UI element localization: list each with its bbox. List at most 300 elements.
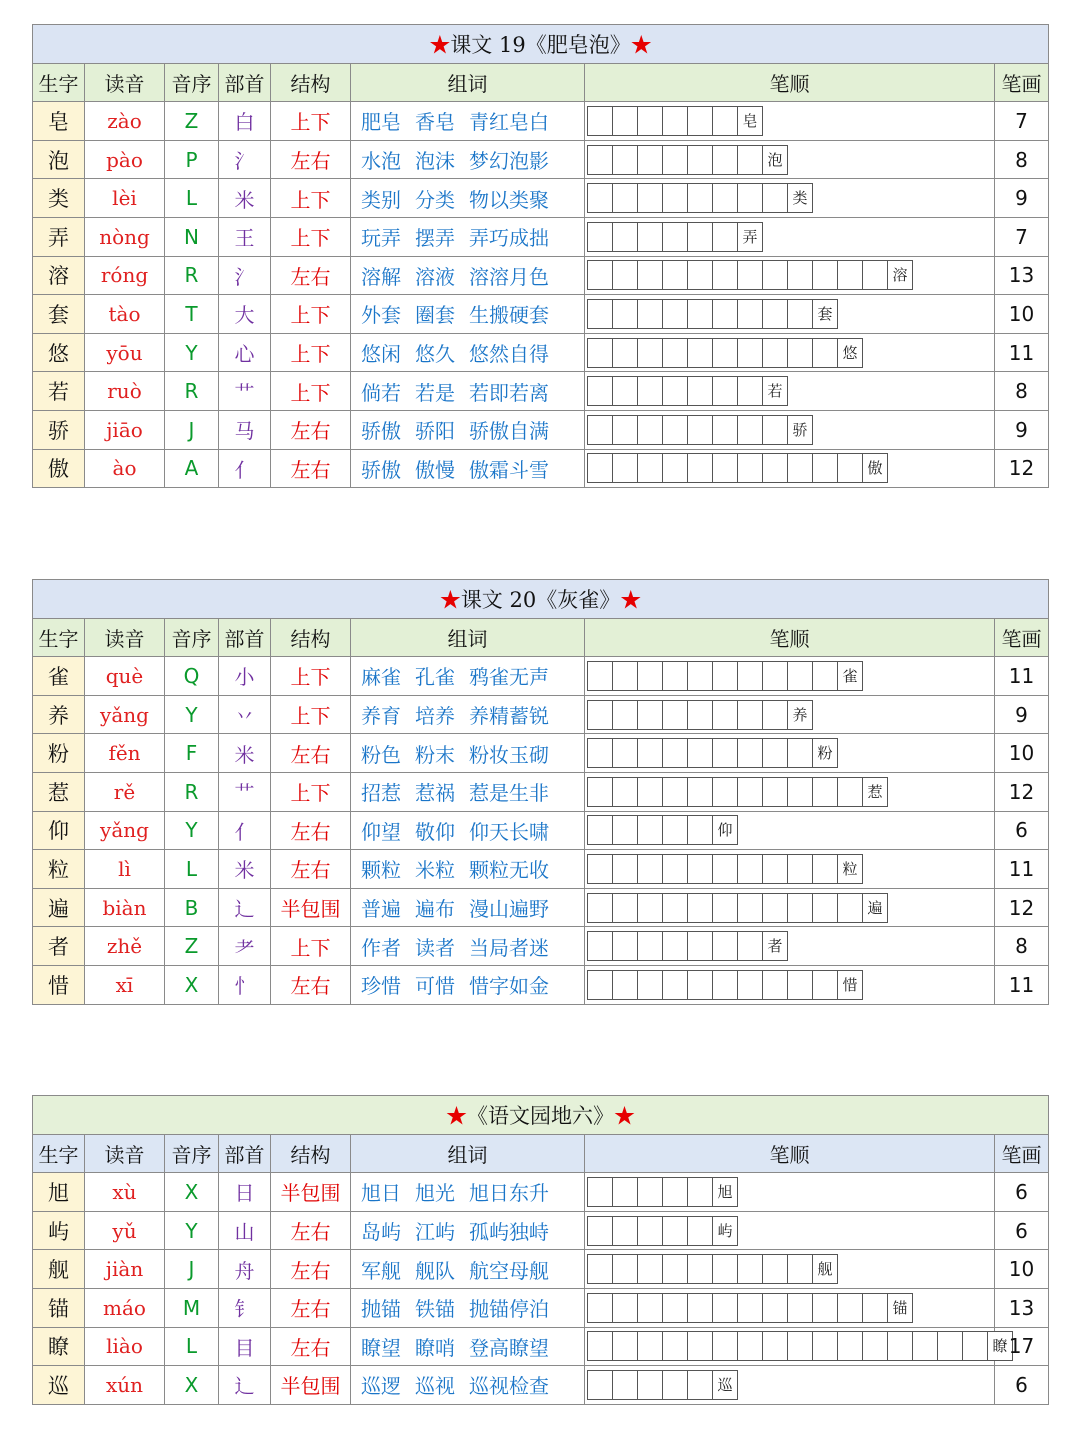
word: 仰望	[361, 819, 401, 844]
words-cell	[351, 449, 585, 488]
stroke-step-box	[762, 738, 788, 768]
table-row	[33, 295, 1049, 334]
stroke-step-box	[662, 183, 688, 213]
radical-cell: 舟	[219, 1250, 271, 1289]
stroke-step-box	[712, 260, 738, 290]
word: 骄阳	[415, 419, 455, 444]
structure-cell: 左右	[271, 1288, 351, 1327]
radical-cell: 辶	[219, 1366, 271, 1405]
pinyin-cell: máo	[85, 1288, 165, 1327]
stroke-step-box	[637, 338, 663, 368]
letter-order-cell: J	[165, 410, 219, 449]
word: 若是	[415, 380, 455, 405]
stroke-order-cell	[585, 333, 995, 372]
column-header: 读音	[85, 63, 165, 102]
pinyin-cell: jiāo	[85, 410, 165, 449]
stroke-step-box	[787, 453, 813, 483]
stroke-step-box	[787, 1293, 813, 1323]
stroke-step-box	[637, 1254, 663, 1284]
letter-order-cell: Z	[165, 927, 219, 966]
column-header: 结构	[271, 1134, 351, 1173]
column-header: 部首	[219, 1134, 271, 1173]
stroke-step-box	[587, 1331, 613, 1361]
stroke-order-cell	[585, 449, 995, 488]
word: 悠久	[415, 342, 455, 367]
stroke-step-box	[662, 700, 688, 730]
stroke-step-box	[637, 970, 663, 1000]
character-cell: 屿	[33, 1211, 85, 1250]
table-row	[33, 811, 1049, 850]
word: 当局者迷	[469, 935, 549, 960]
stroke-step-box	[837, 1293, 863, 1323]
stroke-step-box	[687, 260, 713, 290]
stroke-count-cell: 8	[995, 927, 1049, 966]
stroke-step-box	[737, 970, 763, 1000]
radical-cell: 忄	[219, 965, 271, 1004]
stroke-step-box	[587, 1216, 613, 1246]
pinyin-cell: ruò	[85, 372, 165, 411]
stroke-step-box	[787, 1254, 813, 1284]
word: 溶液	[415, 264, 455, 289]
stroke-step-box	[737, 453, 763, 483]
stroke-step-box	[737, 854, 763, 884]
stroke-count-cell: 10	[995, 734, 1049, 773]
stroke-step-box	[637, 415, 663, 445]
word: 弄巧成拙	[469, 226, 549, 251]
character-cell: 舰	[33, 1250, 85, 1289]
word: 培养	[415, 704, 455, 729]
word: 珍惜	[361, 974, 401, 999]
word: 傲慢	[415, 457, 455, 482]
letter-order-cell: L	[165, 1327, 219, 1366]
word: 物以类聚	[469, 187, 549, 212]
stroke-order-cell	[585, 1327, 1008, 1366]
column-header: 笔画	[995, 63, 1049, 102]
word: 溶溶月色	[469, 264, 549, 289]
stroke-step-box	[637, 931, 663, 961]
character-cell: 养	[33, 695, 85, 734]
stroke-step-box	[787, 777, 813, 807]
words-cell	[351, 295, 585, 334]
stroke-step-box: 惜	[837, 970, 863, 1000]
pinyin-cell: pào	[85, 140, 165, 179]
stroke-order-cell	[585, 657, 995, 696]
stroke-step-box	[687, 1370, 713, 1400]
table-row	[33, 140, 1049, 179]
radical-cell: 小	[219, 657, 271, 696]
column-header: 组词	[351, 618, 585, 657]
stroke-step-box	[662, 415, 688, 445]
stroke-step-box	[762, 700, 788, 730]
words-cell	[351, 410, 585, 449]
stroke-order-cell	[585, 850, 995, 889]
stroke-step-box	[737, 1254, 763, 1284]
stroke-step-box	[762, 338, 788, 368]
character-cell: 粒	[33, 850, 85, 889]
letter-order-cell: Y	[165, 811, 219, 850]
character-cell: 泡	[33, 140, 85, 179]
stroke-step-box	[612, 777, 638, 807]
stroke-step-box	[612, 738, 638, 768]
word: 惜字如金	[469, 974, 549, 999]
stroke-step-box: 锚	[887, 1293, 913, 1323]
word: 圈套	[415, 303, 455, 328]
stroke-order-cell	[585, 1366, 995, 1405]
words-cell	[351, 657, 585, 696]
stroke-step-box	[612, 1293, 638, 1323]
stroke-step-box: 若	[762, 376, 788, 406]
stroke-step-box	[812, 893, 838, 923]
stroke-step-box	[637, 260, 663, 290]
stroke-step-box	[762, 260, 788, 290]
stroke-step-box	[662, 815, 688, 845]
radical-cell: 米	[219, 850, 271, 889]
stroke-count-cell: 11	[995, 333, 1049, 372]
stroke-step-box	[812, 260, 838, 290]
stroke-step-box	[712, 970, 738, 1000]
stroke-step-box	[637, 1331, 663, 1361]
table-row	[33, 772, 1049, 811]
stroke-step-box	[612, 145, 638, 175]
stroke-step-box	[637, 1177, 663, 1207]
word: 外套	[361, 303, 401, 328]
stroke-step-box	[712, 661, 738, 691]
table-row	[33, 888, 1049, 927]
words-cell	[351, 140, 585, 179]
stroke-step-box	[812, 1331, 838, 1361]
stroke-step-box	[662, 777, 688, 807]
words-cell	[351, 811, 585, 850]
pinyin-cell: liào	[85, 1327, 165, 1366]
stroke-step-box	[637, 815, 663, 845]
word: 泡沫	[415, 149, 455, 174]
letter-order-cell: X	[165, 1173, 219, 1212]
stroke-step-box: 舰	[812, 1254, 838, 1284]
stroke-count-cell: 11	[995, 657, 1049, 696]
stroke-step-box	[612, 1370, 638, 1400]
radical-cell: 亻	[219, 811, 271, 850]
stroke-step-box	[662, 1331, 688, 1361]
stroke-step-box	[637, 376, 663, 406]
stroke-count-cell: 9	[995, 695, 1049, 734]
word: 遍布	[415, 897, 455, 922]
column-header: 读音	[85, 1134, 165, 1173]
stroke-step-box	[937, 1331, 963, 1361]
stroke-step-box	[762, 854, 788, 884]
stroke-step-box	[612, 415, 638, 445]
structure-cell: 上下	[271, 333, 351, 372]
word: 类别	[361, 187, 401, 212]
word: 瞭哨	[415, 1335, 455, 1360]
word: 水泡	[361, 149, 401, 174]
stroke-step-box	[812, 453, 838, 483]
character-cell: 悠	[33, 333, 85, 372]
stroke-order-cell	[585, 256, 995, 295]
stroke-step-box	[587, 1370, 613, 1400]
pinyin-cell: lì	[85, 850, 165, 889]
structure-cell: 左右	[271, 1211, 351, 1250]
radical-cell: 艹	[219, 772, 271, 811]
letter-order-cell: R	[165, 372, 219, 411]
stroke-step-box	[737, 1331, 763, 1361]
word: 惹祸	[415, 781, 455, 806]
stroke-count-cell: 17	[995, 1327, 1049, 1366]
word: 瞭望	[361, 1335, 401, 1360]
stroke-count-cell: 6	[995, 1173, 1049, 1212]
stroke-step-box	[712, 854, 738, 884]
stroke-step-box	[712, 700, 738, 730]
stroke-step-box: 粉	[812, 738, 838, 768]
word: 米粒	[415, 858, 455, 883]
stroke-step-box	[637, 106, 663, 136]
column-header: 部首	[219, 63, 271, 102]
radical-cell: 钅	[219, 1288, 271, 1327]
letter-order-cell: A	[165, 449, 219, 488]
table-row	[33, 179, 1049, 218]
structure-cell: 左右	[271, 256, 351, 295]
stroke-step-box	[712, 145, 738, 175]
stroke-step-box	[687, 1331, 713, 1361]
structure-cell: 左右	[271, 1250, 351, 1289]
stroke-step-box	[612, 376, 638, 406]
letter-order-cell: L	[165, 850, 219, 889]
stroke-step-box	[762, 183, 788, 213]
pinyin-cell: ào	[85, 449, 165, 488]
structure-cell: 左右	[271, 140, 351, 179]
radical-cell: 亻	[219, 449, 271, 488]
letter-order-cell: Y	[165, 1211, 219, 1250]
stroke-step-box	[612, 854, 638, 884]
pinyin-cell: nòng	[85, 217, 165, 256]
letter-order-cell: M	[165, 1288, 219, 1327]
stroke-step-box	[587, 738, 613, 768]
stroke-step-box	[837, 1331, 863, 1361]
stroke-step-box	[637, 738, 663, 768]
character-cell: 惜	[33, 965, 85, 1004]
stroke-step-box: 瞭	[987, 1331, 1013, 1361]
stroke-step-box	[887, 1331, 913, 1361]
stroke-step-box: 类	[787, 183, 813, 213]
stroke-count-cell: 12	[995, 449, 1049, 488]
pinyin-cell: lèi	[85, 179, 165, 218]
stroke-step-box	[737, 738, 763, 768]
stroke-step-box: 弄	[737, 222, 763, 252]
word: 颗粒无收	[469, 858, 549, 883]
stroke-step-box	[712, 338, 738, 368]
words-cell	[351, 372, 585, 411]
column-header: 音序	[165, 63, 219, 102]
word: 巡视检查	[469, 1374, 549, 1399]
word: 麻雀	[361, 665, 401, 690]
stroke-step-box	[637, 1216, 663, 1246]
letter-order-cell: X	[165, 965, 219, 1004]
stroke-step-box	[737, 893, 763, 923]
letter-order-cell: R	[165, 256, 219, 295]
words-cell	[351, 850, 585, 889]
character-cell: 巡	[33, 1366, 85, 1405]
column-header: 生字	[33, 63, 85, 102]
stroke-step-box	[612, 183, 638, 213]
stroke-step-box	[737, 700, 763, 730]
column-header: 组词	[351, 1134, 585, 1173]
letter-order-cell: Z	[165, 102, 219, 141]
stroke-step-box	[687, 222, 713, 252]
stroke-step-box	[587, 854, 613, 884]
stroke-step-box	[762, 1254, 788, 1284]
star-icon: ★	[439, 587, 461, 612]
stroke-step-box	[787, 854, 813, 884]
stroke-step-box	[587, 700, 613, 730]
stroke-order-cell	[585, 695, 995, 734]
table-row	[33, 850, 1049, 889]
stroke-step-box	[762, 299, 788, 329]
stroke-step-box	[712, 777, 738, 807]
structure-cell: 半包围	[271, 888, 351, 927]
character-cell: 类	[33, 179, 85, 218]
stroke-step-box	[662, 738, 688, 768]
pinyin-cell: xún	[85, 1366, 165, 1405]
table-row	[33, 965, 1049, 1004]
stroke-step-box	[687, 1177, 713, 1207]
stroke-step-box	[687, 1254, 713, 1284]
table-title	[33, 25, 1049, 64]
structure-cell: 左右	[271, 410, 351, 449]
stroke-step-box: 惹	[862, 777, 888, 807]
stroke-step-box	[587, 777, 613, 807]
structure-cell: 上下	[271, 657, 351, 696]
letter-order-cell: R	[165, 772, 219, 811]
stroke-step-box	[737, 299, 763, 329]
radical-cell: 大	[219, 295, 271, 334]
stroke-step-box	[787, 260, 813, 290]
stroke-count-cell: 7	[995, 102, 1049, 141]
words-cell	[351, 1327, 585, 1366]
stroke-step-box	[662, 893, 688, 923]
stroke-count-cell: 6	[995, 1211, 1049, 1250]
column-header: 读音	[85, 618, 165, 657]
word: 普遍	[361, 897, 401, 922]
stroke-step-box	[612, 338, 638, 368]
stroke-order-cell	[585, 772, 995, 811]
table-row	[33, 1288, 1049, 1327]
stroke-step-box	[712, 1331, 738, 1361]
table-row	[33, 256, 1049, 295]
radical-cell: 辶	[219, 888, 271, 927]
stroke-step-box	[712, 222, 738, 252]
word: 漫山遍野	[469, 897, 549, 922]
word: 骄傲自满	[469, 419, 549, 444]
stroke-step-box	[787, 299, 813, 329]
radical-cell: 山	[219, 1211, 271, 1250]
stroke-step-box	[612, 1254, 638, 1284]
words-cell	[351, 102, 585, 141]
stroke-step-box	[712, 183, 738, 213]
lesson-table	[32, 24, 1049, 488]
letter-order-cell: P	[165, 140, 219, 179]
stroke-step-box	[662, 376, 688, 406]
stroke-step-box	[612, 700, 638, 730]
stroke-step-box: 傲	[862, 453, 888, 483]
word: 粉末	[415, 742, 455, 767]
pinyin-cell: yǎng	[85, 811, 165, 850]
stroke-step-box	[862, 260, 888, 290]
stroke-step-box	[712, 376, 738, 406]
column-header: 笔顺	[585, 618, 995, 657]
character-cell: 锚	[33, 1288, 85, 1327]
stroke-step-box	[762, 415, 788, 445]
stroke-step-box	[687, 299, 713, 329]
character-cell: 弄	[33, 217, 85, 256]
words-cell	[351, 179, 585, 218]
word: 梦幻泡影	[469, 149, 549, 174]
stroke-step-box	[787, 661, 813, 691]
stroke-step-box	[662, 222, 688, 252]
word: 抛锚停泊	[469, 1297, 549, 1322]
letter-order-cell: L	[165, 179, 219, 218]
stroke-order-cell	[585, 965, 995, 1004]
stroke-step-box	[862, 1331, 888, 1361]
title-text: 课文 19《肥皂泡》	[450, 32, 631, 57]
words-cell	[351, 1173, 585, 1212]
stroke-step-box: 巡	[712, 1370, 738, 1400]
word: 读者	[415, 935, 455, 960]
radical-cell: 艹	[219, 372, 271, 411]
table-row	[33, 372, 1049, 411]
stroke-count-cell: 13	[995, 256, 1049, 295]
title-text: 课文 20《灰雀》	[460, 587, 621, 612]
stroke-step-box: 溶	[887, 260, 913, 290]
stroke-step-box	[737, 1293, 763, 1323]
stroke-step-box	[587, 376, 613, 406]
words-cell	[351, 1250, 585, 1289]
stroke-step-box	[612, 1216, 638, 1246]
stroke-step-box	[612, 893, 638, 923]
table-title	[33, 580, 1049, 619]
stroke-step-box	[687, 376, 713, 406]
stroke-step-box	[612, 453, 638, 483]
stroke-step-box	[687, 893, 713, 923]
stroke-step-box	[612, 1177, 638, 1207]
radical-cell: 日	[219, 1173, 271, 1212]
table-row	[33, 449, 1049, 488]
stroke-step-box: 套	[812, 299, 838, 329]
lesson-table	[32, 579, 1049, 1005]
stroke-step-box	[662, 260, 688, 290]
stroke-order-cell	[585, 1288, 995, 1327]
pinyin-cell: xī	[85, 965, 165, 1004]
star-icon: ★	[614, 1103, 635, 1128]
column-header: 笔顺	[585, 63, 995, 102]
column-header: 音序	[165, 618, 219, 657]
word: 作者	[361, 935, 401, 960]
stroke-step-box	[787, 338, 813, 368]
words-cell	[351, 965, 585, 1004]
stroke-step-box	[637, 299, 663, 329]
stroke-step-box	[787, 1331, 813, 1361]
word: 若即若离	[469, 380, 549, 405]
structure-cell: 左右	[271, 1327, 351, 1366]
stroke-step-box	[912, 1331, 938, 1361]
stroke-step-box	[662, 1293, 688, 1323]
stroke-step-box	[687, 700, 713, 730]
word: 孔雀	[415, 665, 455, 690]
table-row	[33, 1250, 1049, 1289]
stroke-order-cell	[585, 888, 995, 927]
stroke-step-box	[587, 815, 613, 845]
pinyin-cell: zào	[85, 102, 165, 141]
stroke-step-box: 泡	[762, 145, 788, 175]
structure-cell: 上下	[271, 102, 351, 141]
